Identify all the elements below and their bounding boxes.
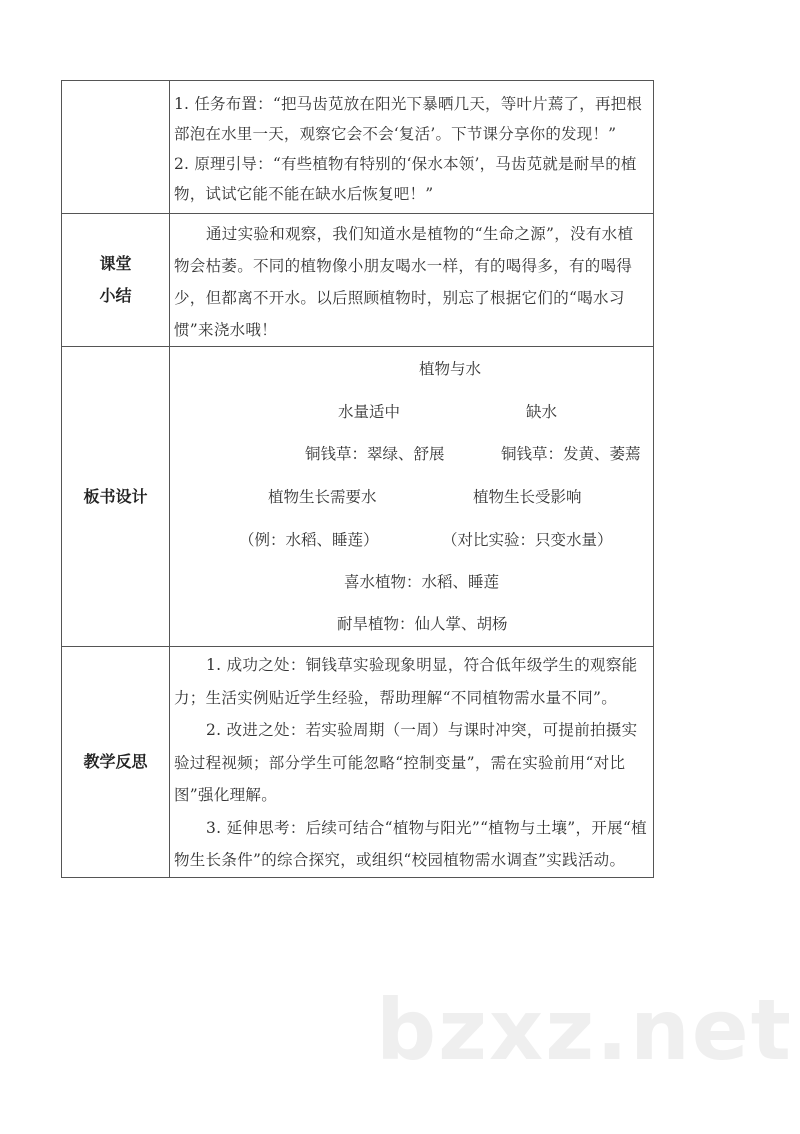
table-row-class-summary [62,214,654,347]
table-row-teaching-reflection [62,647,654,878]
table-row-homework [62,81,654,214]
homework-content [170,81,654,214]
board-left-example: （例：水稻、睡莲） [239,531,379,549]
reflection-extension-paragraph: 3. 延伸思考：后续可结合“植物与阳光”“植物与土壤”，开展“植物生长条件”的综合探究，或组织“校园植物需水调查”实践活动。 [174,818,647,869]
reflection-success-paragraph: 1. 成功之处：铜钱草实验现象明显，符合低年级学生的观察能力；生活实例贴近学生经验，帮助理解“不同植物需水量不同”。 [174,656,638,707]
class-summary-content [170,214,654,347]
row-label-class-summary [62,214,170,347]
label-line: 板书设计 [83,486,148,506]
board-left-conclusion: 植物生长需要水 [268,488,377,506]
reflection-improvement-paragraph: 2. 改进之处：若实验周期（一周）与课时冲突，可提前拍摄实验过程视频；部分学生可能忽略“控制变量”，需在实验前用“对比图”强化理解。 [174,721,638,804]
board-right-example: （对比实验：只变水量） [442,531,613,549]
watermark-text: bzxz.net [376,981,793,1079]
lesson-plan-table [61,80,654,878]
principle-guidance-paragraph: 2. 原理引导：“有些植物有特别的‘保水本领’，马齿苋就是耐旱的植物，试试它能不能在缺水后恢复吧！” [174,155,637,203]
teaching-reflection-content [170,647,654,878]
summary-paragraph: 通过实验和观察，我们知道水是植物的“生命之源”，没有水植物会枯萎。不同的植物像小朋友喝水一样，有的喝得多，有的喝得少，但都离不开水。以后照顾植物时，别忘了根据它们的“喝水习惯”来浇水哦！ [174,225,634,339]
board-design-content [170,347,654,647]
label-line: 课堂 [99,254,132,273]
board-left-observation: 铜钱草：翠绿、舒展 [305,445,445,463]
board-left-heading: 水量适中 [338,403,401,421]
row-label-teaching-reflection [62,647,170,878]
board-water-loving-plants: 喜水植物：水稻、睡莲 [344,573,500,591]
label-line: 小结 [99,286,132,305]
task-assignment-paragraph: 1. 任务布置：“把马齿苋放在阳光下暴晒几天，等叶片蔫了，再把根部泡在水里一天，观察它会不会‘复活’。下节课分享你的发现！” [174,95,643,143]
board-right-heading: 缺水 [526,403,558,421]
row-label-empty [62,81,170,214]
table-row-board-design [62,347,654,647]
board-right-conclusion: 植物生长受影响 [473,488,582,506]
row-label-board-design [62,347,170,647]
board-drought-tolerant-plants: 耐旱植物：仙人掌、胡杨 [337,615,508,633]
label-line: 教学反思 [83,751,148,771]
board-right-observation: 铜钱草：发黄、萎蔫 [501,445,641,463]
board-title: 植物与水 [419,360,482,378]
